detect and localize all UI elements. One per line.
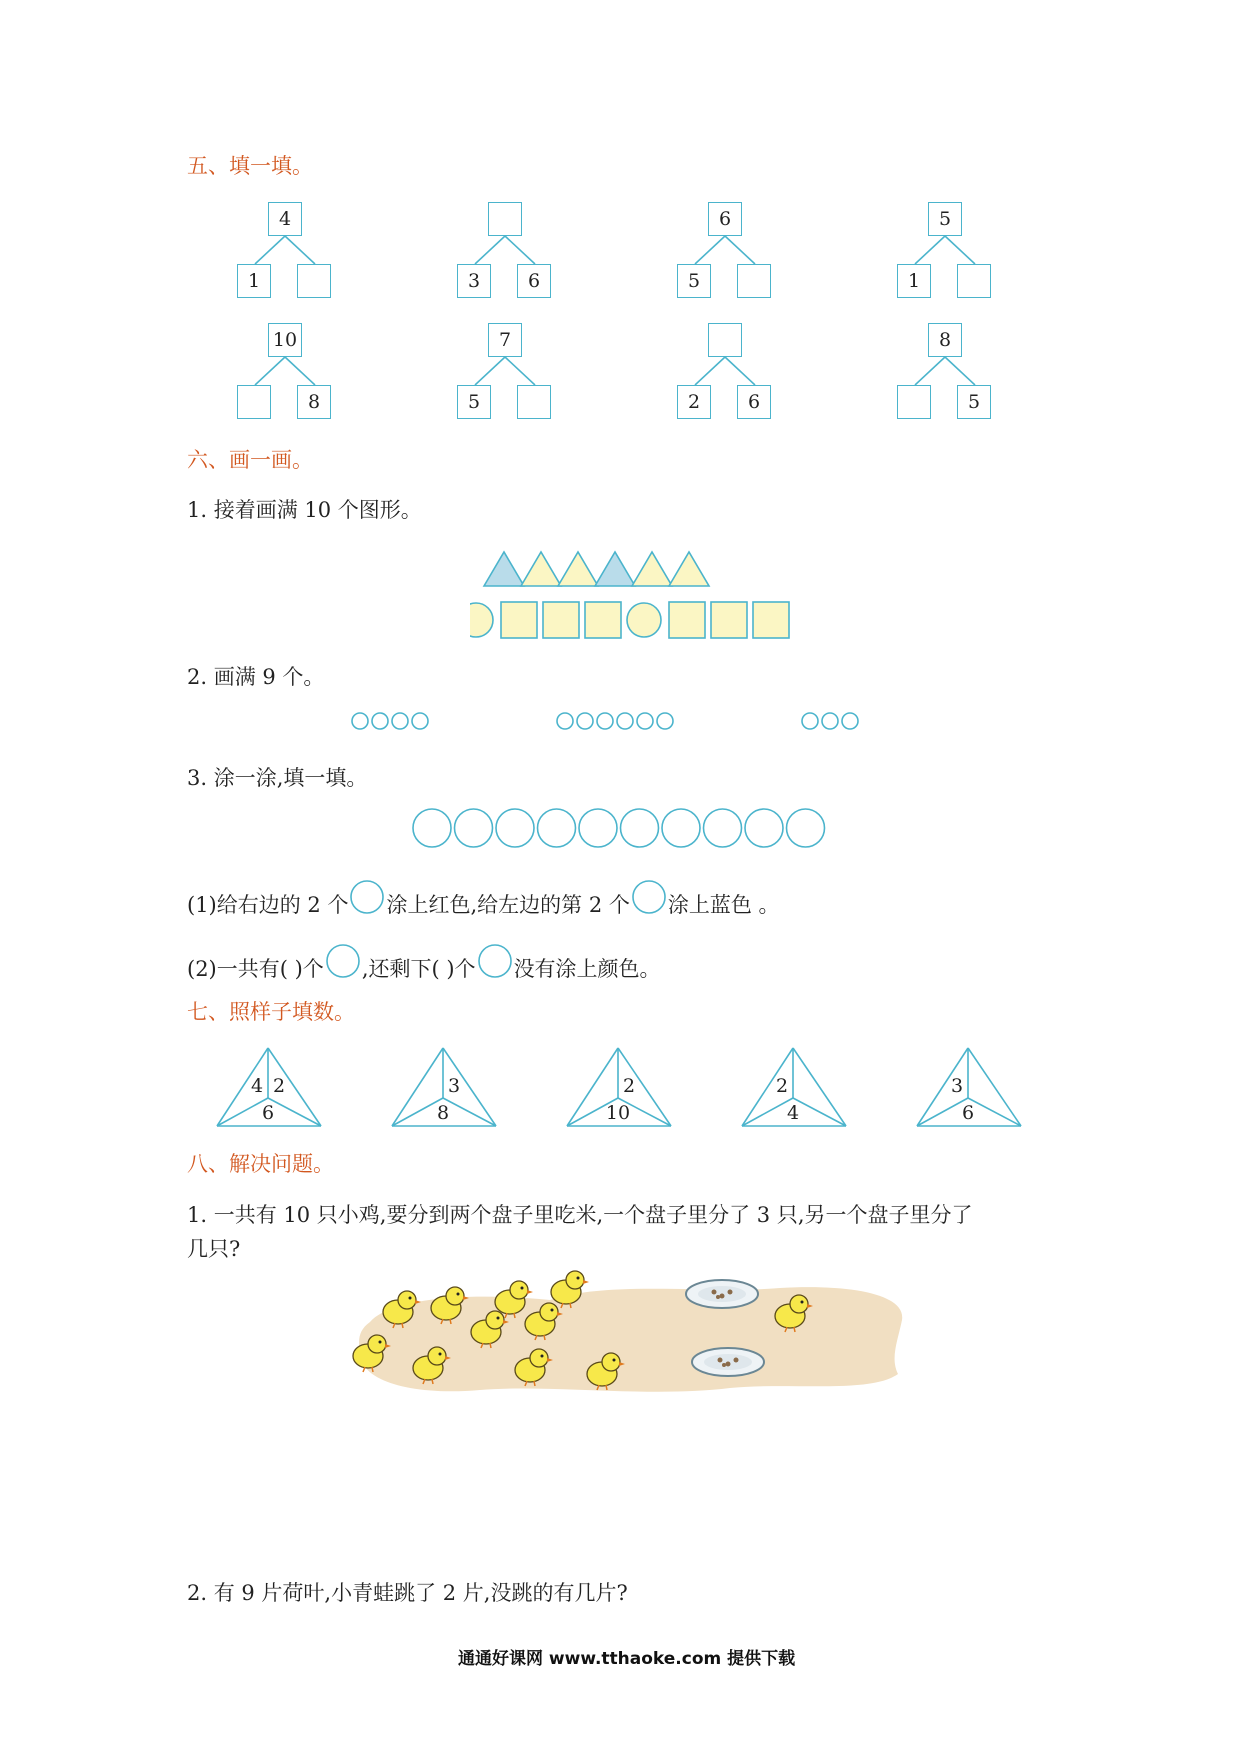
- color-circle[interactable]: [787, 809, 825, 847]
- color-circle[interactable]: [662, 809, 700, 847]
- number-triangle: [915, 1046, 1025, 1132]
- q3-circles: [410, 806, 830, 850]
- triangle-left-number: 2: [775, 1075, 789, 1097]
- tree-right-box[interactable]: [957, 264, 991, 298]
- small-circle: [372, 713, 388, 729]
- tree-left-box[interactable]: [897, 385, 931, 419]
- triangle-shape: [558, 552, 598, 586]
- square-shape: [501, 602, 537, 638]
- tree-left-box: 1: [237, 264, 271, 298]
- q1-text: 1. 接着画满 10 个图形。: [187, 498, 422, 522]
- triangle-shape: [521, 552, 561, 586]
- q8-2-text: 2. 有 9 片荷叶,小青蛙跳了 2 片,没跳的有几片?: [187, 1581, 628, 1605]
- tree-top-box: 10: [268, 323, 302, 357]
- q8-1-line1: 1. 一共有 10 只小鸡,要分到两个盘子里吃米,一个盘子里分了 3 只,另一个盘子里分了: [187, 1203, 973, 1227]
- color-circle[interactable]: [496, 809, 534, 847]
- triangle-shape: [484, 552, 524, 586]
- triangle-shape: [632, 552, 672, 586]
- color-circle[interactable]: [413, 809, 451, 847]
- circle-icon: [348, 880, 386, 916]
- triangle-bottom-number: 8: [436, 1102, 450, 1124]
- tree-right-box[interactable]: [737, 264, 771, 298]
- tree-right-box[interactable]: [297, 264, 331, 298]
- tree-left-box: 1: [897, 264, 931, 298]
- tree-right-box: 6: [517, 264, 551, 298]
- number-triangle: [215, 1046, 325, 1132]
- q8-1-line2: 几只?: [187, 1237, 241, 1261]
- small-circle: [392, 713, 408, 729]
- tree-top-box: 5: [928, 202, 962, 236]
- tree-left-box: 5: [677, 264, 711, 298]
- number-triangle: [390, 1046, 500, 1132]
- tree-top-box: 6: [708, 202, 742, 236]
- section6-title: 六、画一画。: [187, 448, 313, 472]
- color-circle[interactable]: [455, 809, 493, 847]
- q3-p1-b: 涂上红色,给左边的第 2 个: [386, 893, 630, 917]
- tree-left-box: 5: [457, 385, 491, 419]
- color-circle[interactable]: [579, 809, 617, 847]
- small-circle: [637, 713, 653, 729]
- small-circle: [657, 713, 673, 729]
- number-triangle: [565, 1046, 675, 1132]
- circle-icon: [324, 944, 362, 980]
- circle-shape: [470, 603, 493, 637]
- q2-circles: [340, 706, 920, 736]
- circle-shape: [627, 603, 661, 637]
- q3-p1-a: (1)给右边的 2 个: [187, 893, 349, 917]
- plate-icon: [692, 1348, 764, 1376]
- tree-left-box[interactable]: [237, 385, 271, 419]
- color-circle[interactable]: [538, 809, 576, 847]
- small-circle: [557, 713, 573, 729]
- color-circle[interactable]: [704, 809, 742, 847]
- triangle-shape: [595, 552, 635, 586]
- tree-right-box: 5: [957, 385, 991, 419]
- triangle-shape: [669, 552, 709, 586]
- square-shape: [543, 602, 579, 638]
- small-circle: [822, 713, 838, 729]
- small-circle: [842, 713, 858, 729]
- section8-title: 八、解决问题。: [187, 1152, 334, 1176]
- q3-p2-c: 没有涂上颜色。: [513, 957, 661, 981]
- tree-right-box: 8: [297, 385, 331, 419]
- color-circle[interactable]: [621, 809, 659, 847]
- q3-p2-b: ,还剩下( )个: [361, 957, 476, 981]
- section5-title: 五、填一填。: [187, 154, 313, 178]
- tree-right-box[interactable]: [517, 385, 551, 419]
- chicks-illustration: [350, 1270, 910, 1400]
- circle-icon: [476, 944, 514, 980]
- tree-top-box: 4: [268, 202, 302, 236]
- tree-right-box: 6: [737, 385, 771, 419]
- q2-text: 2. 画满 9 个。: [187, 665, 325, 689]
- small-circle: [597, 713, 613, 729]
- triangle-bottom-number: 6: [961, 1102, 975, 1124]
- number-triangle: [740, 1046, 850, 1132]
- tree-top-box: 8: [928, 323, 962, 357]
- triangle-right-number: 2: [272, 1075, 286, 1097]
- small-circle: [412, 713, 428, 729]
- small-circle: [352, 713, 368, 729]
- triangle-left-number: 4: [250, 1075, 264, 1097]
- square-shape: [669, 602, 705, 638]
- triangle-bottom-number: 4: [786, 1102, 800, 1124]
- small-circle: [802, 713, 818, 729]
- triangle-bottom-number: 10: [605, 1102, 631, 1124]
- q3-p1-c: 涂上蓝色 。: [667, 893, 780, 917]
- color-circle[interactable]: [745, 809, 783, 847]
- circle-icon: [630, 880, 668, 916]
- q3-part1: [187, 880, 780, 919]
- tree-top-box[interactable]: [488, 202, 522, 236]
- footer-credit: 通通好课网 www.tthaoke.com 提供下载: [458, 1649, 796, 1669]
- q1-shapes: [470, 536, 820, 648]
- tree-left-box: 3: [457, 264, 491, 298]
- section7-title: 七、照样子填数。: [187, 1000, 355, 1024]
- tree-top-box: 7: [488, 323, 522, 357]
- q3-text: 3. 涂一涂,填一填。: [187, 766, 368, 790]
- q3-part2: [187, 944, 661, 983]
- tree-left-box: 2: [677, 385, 711, 419]
- plate-icon: [686, 1280, 758, 1308]
- triangle-bottom-number: 6: [261, 1102, 275, 1124]
- square-shape: [585, 602, 621, 638]
- triangle-right-number: 2: [622, 1075, 636, 1097]
- small-circle: [577, 713, 593, 729]
- q3-p2-a: (2)一共有( )个: [187, 957, 324, 981]
- square-shape: [711, 602, 747, 638]
- square-shape: [753, 602, 789, 638]
- tree-top-box[interactable]: [708, 323, 742, 357]
- small-circle: [617, 713, 633, 729]
- triangle-left-number: 3: [950, 1075, 964, 1097]
- triangle-right-number: 3: [447, 1075, 461, 1097]
